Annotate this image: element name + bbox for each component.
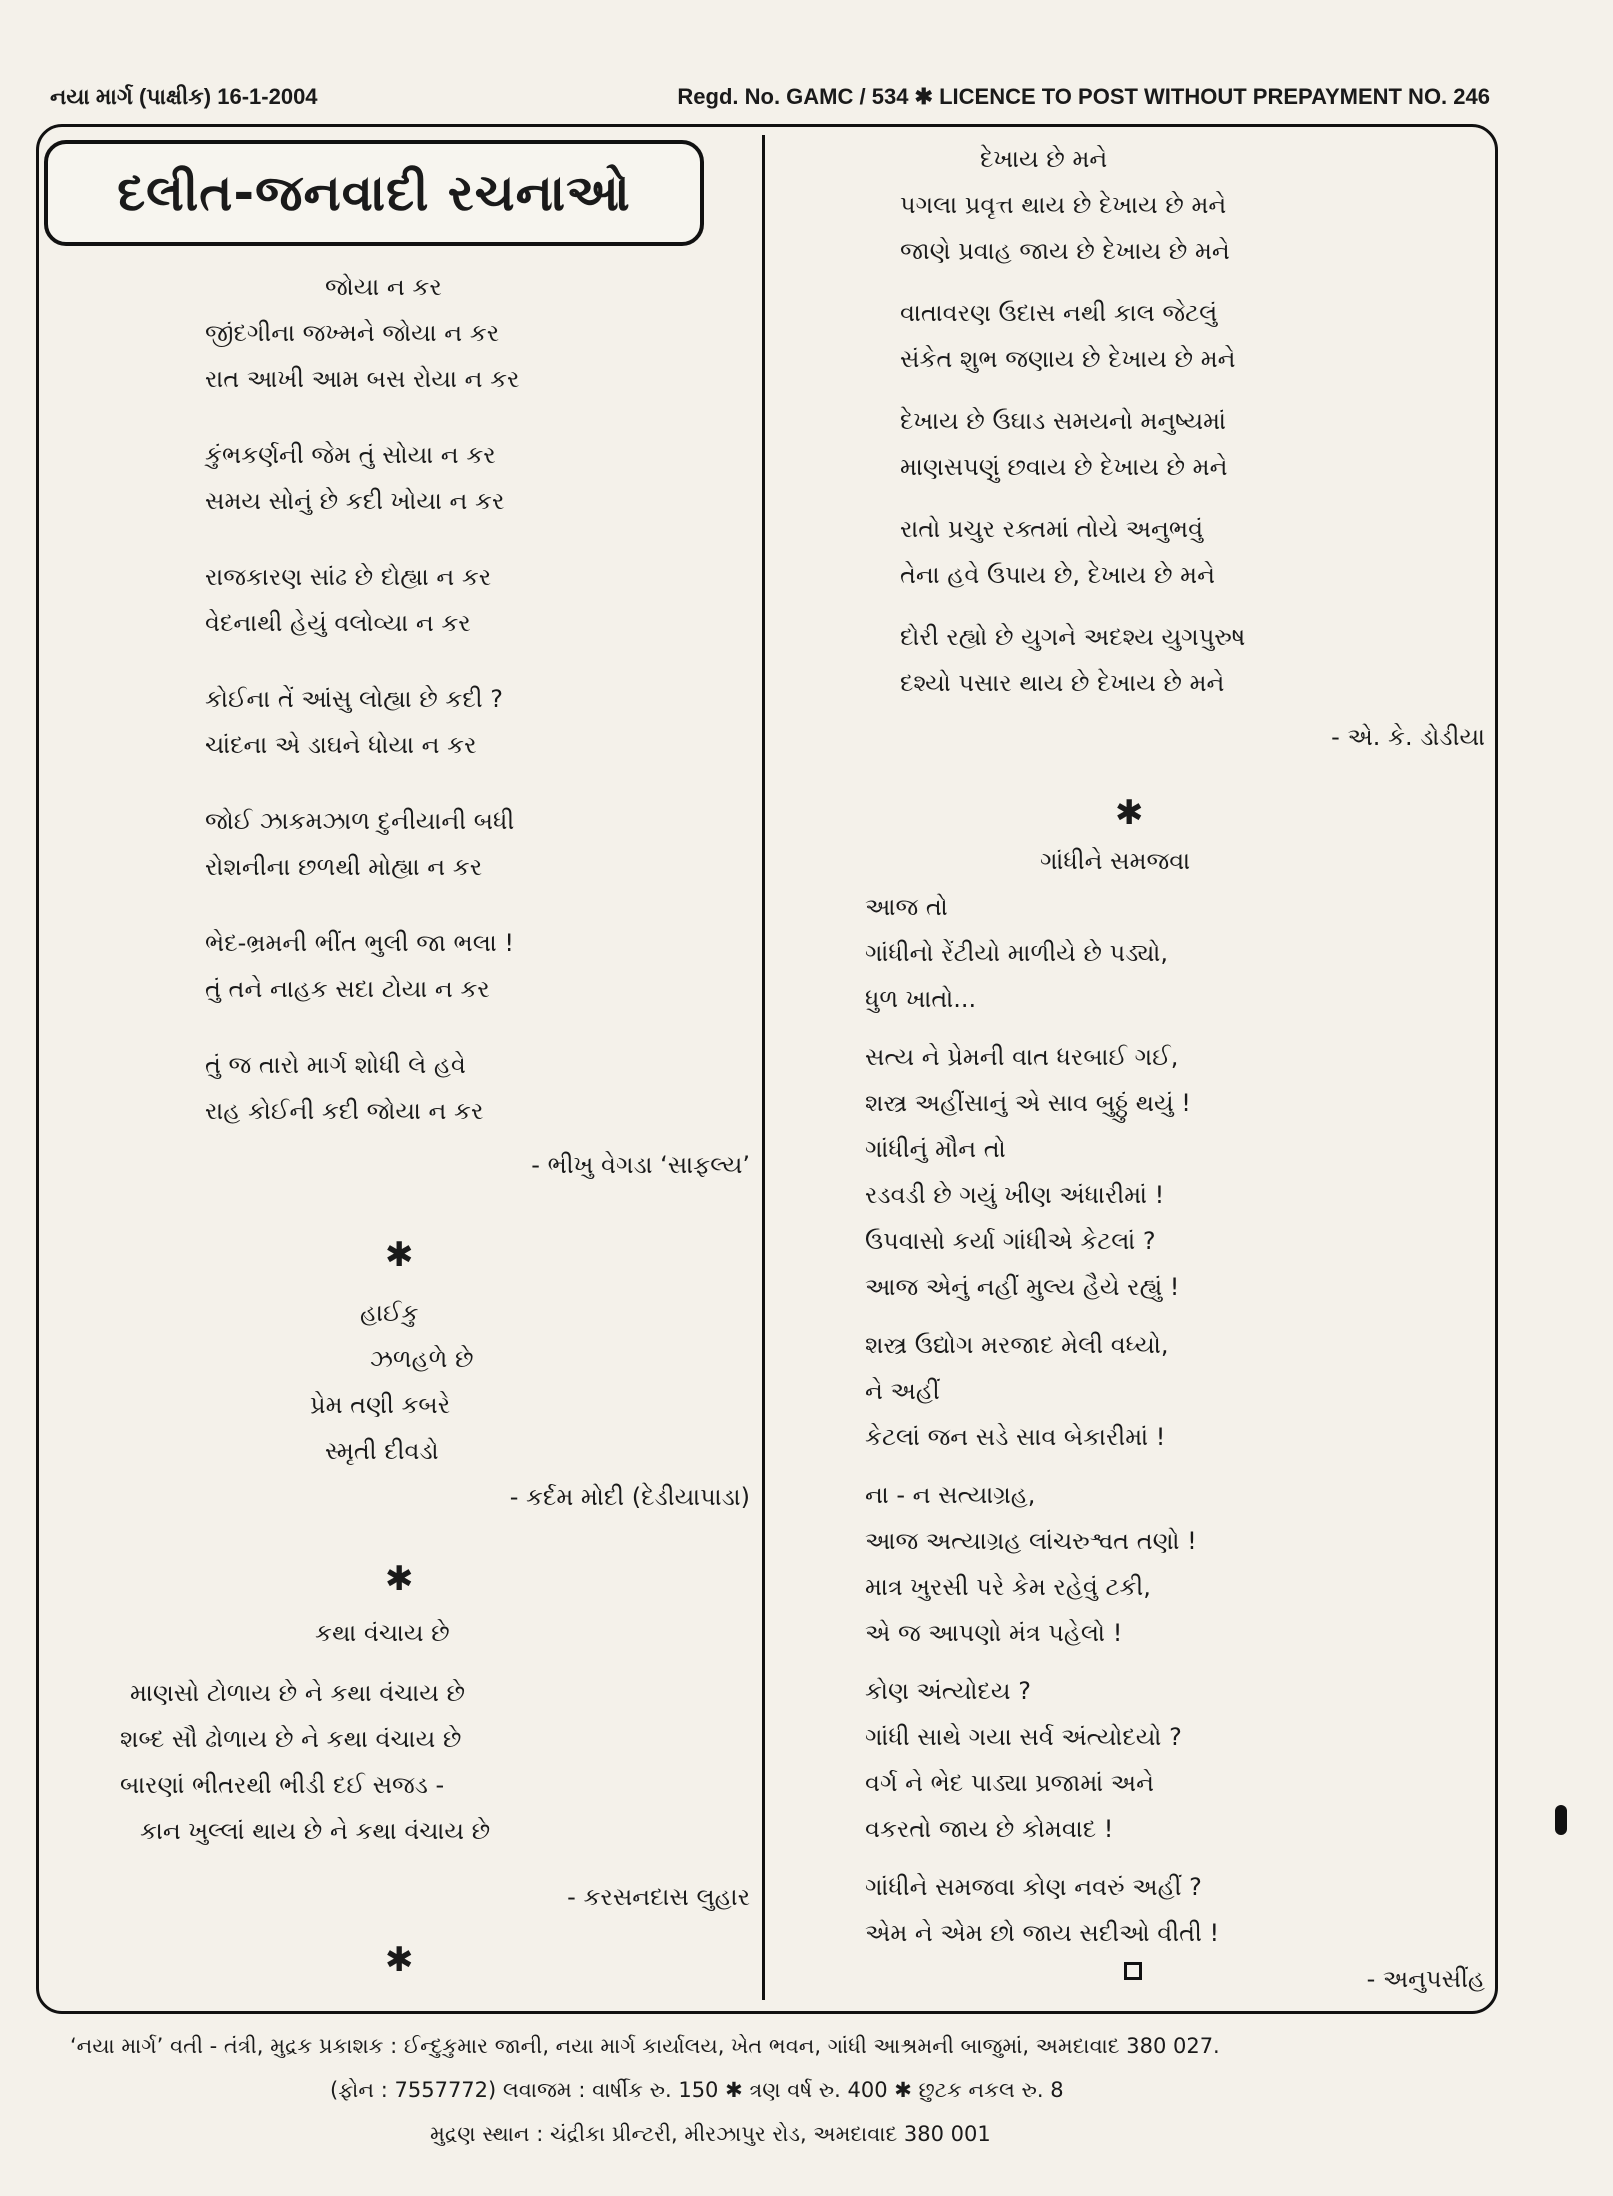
poem-line: ના - ન સત્યાગ્રહ, [865, 1481, 1036, 1509]
footer-subscription: (ફોન : 7557772) લવાજમ : વાર્ષીક રુ. 150 ✱ ત્રણ વર્ષ રુ. 400 ✱ છુટક નકલ રુ. 8 [330, 2078, 1064, 2102]
poem-line: શસ્ત્ર અહીંસાનું એ સાવ બુઠ્ઠું થયું ! [865, 1089, 1191, 1117]
poem-title: ગાંધીને સમજવા [1040, 847, 1191, 875]
poem-line: એમ ને એમ છો જાય સદીઓ વીતી ! [865, 1919, 1220, 1947]
poem-line: વાતાવરણ ઉદાસ નથી કાલ જેટલું [900, 299, 1218, 327]
poem-line: ઉપવાસો કર્યા ગાંધીએ કેટલાં ? [865, 1227, 1156, 1255]
poem-joya-na-kar [205, 264, 750, 1188]
poem-line: ગાંધીનો રેંટીયો માળીયે છે પડ્યો, [865, 939, 1169, 967]
stanza-gap [120, 1656, 750, 1670]
poem-line: શબ્દ સૌ ઢોળાય છે ને કથા વંચાય છે [120, 1725, 462, 1753]
poem-line: રડવડી છે ગયું ખીણ અંધારીમાં ! [865, 1181, 1165, 1209]
poem-line: રાત આખી આમ બસ રોયા ન કર [205, 365, 520, 393]
separator-star: ✱ [385, 1559, 414, 1599]
separator-star: ✱ [1115, 793, 1144, 833]
poem-line: વકરતો જાય છે કોમવાદ ! [865, 1815, 1114, 1843]
poem-line: ગાંધીનું મૌન તો [865, 1135, 1006, 1163]
poem-line: આજ તો [865, 893, 948, 921]
poem-gandhine-samajva [865, 838, 1485, 2002]
separator-star: ✱ [385, 1940, 414, 1980]
poem-line: સત્ય ને પ્રેમની વાત ધરબાઈ ગઈ, [865, 1043, 1179, 1071]
stanza-gap [865, 1852, 1485, 1864]
column-divider [762, 135, 765, 2000]
header-issue: નયા માર્ગ (પાક્ષીક) 16-1-2004 [50, 84, 318, 109]
stanza-gap [865, 1460, 1485, 1472]
poem-title: કથા વંચાય છે [315, 1619, 450, 1647]
poem-line: ગાંધી સાથે ગયા સર્વ અંત્યોદયો ? [865, 1723, 1182, 1751]
poem-line: પગલા પ્રવૃત્ત થાય છે દેખાય છે મને [900, 191, 1227, 219]
poem-line: જોઈ ઝાકમઝાળ દુનીયાની બધી [205, 807, 515, 835]
poem-line: રાતો પ્રચુર રક્તમાં તોયે અનુભવું [900, 515, 1204, 543]
poem-katha-vanchay-chhe [120, 1610, 750, 1920]
separator-star: ✱ [385, 1235, 414, 1275]
poem-line: કુંભકર્ણની જેમ તું સોયા ન કર [205, 441, 496, 469]
stanza-gap [900, 490, 1485, 506]
footer-publisher: ‘નયા માર્ગ’ વતી - તંત્રી, મુદ્રક પ્રકાશક : ઈન્દુકુમાર જાની, નયા માર્ગ કાર્યાલય, ખેત ભવન, ગાંધી આશ્રમની બાજુમાં, અમદાવાદ 380 027. [70, 2034, 1220, 2058]
poem-line: સ્મૃતી દીવડો [325, 1437, 439, 1465]
poem-line: કોઈના તેં આંસુ લોહ્યા છે કદી ? [205, 685, 504, 713]
stanza-gap [865, 1656, 1485, 1668]
poem-line: તેના હવે ઉપાય છે, દેખાય છે મને [900, 561, 1215, 589]
poem-line: આજ અત્યાગ્રહ લાંચરુશ્વત તણો ! [865, 1527, 1197, 1555]
stanza-gap [120, 1854, 750, 1874]
poem-haiku [210, 1290, 750, 1520]
stanza-gap [865, 1310, 1485, 1322]
poem-title: દેખાય છે મને [980, 145, 1108, 173]
poem-line: આજ એનું નહીં મુલ્ય હૈયે રહ્યું ! [865, 1273, 1180, 1301]
margin-mark [1555, 1805, 1567, 1835]
stanza-gap [900, 382, 1485, 398]
stanza-gap [900, 274, 1485, 290]
stanza-gap [205, 890, 750, 920]
poem-line: રાહ કોઈની કદી જોયા ન કર [205, 1097, 484, 1125]
poem-author: - અનુપસીંહ [1366, 1965, 1485, 1993]
poem-line: ભેદ-ભ્રમની ભીંત ભુલી જા ભલા ! [205, 929, 515, 957]
poem-title: જોયા ન કર [325, 273, 442, 301]
poem-line: શસ્ત્ર ઉદ્યોગ મરજાદ મેલી વધ્યો, [865, 1331, 1169, 1359]
page-header [50, 80, 1490, 120]
poem-line: જીંદગીના જખ્મને જોયા ન કર [205, 319, 500, 347]
poem-line: વર્ગ ને ભેદ પાડ્યા પ્રજામાં અને [865, 1769, 1154, 1797]
poem-line: માણસો ટોળાય છે ને કથા વંચાય છે [130, 1679, 466, 1707]
stanza-gap [205, 524, 750, 554]
poem-line: માણસપણું છવાય છે દેખાય છે મને [900, 453, 1228, 481]
imprint-footer [40, 2024, 1520, 2156]
poem-line: વેદનાથી હેયું વલોવ્યા ન કર [205, 609, 471, 637]
poem-line: સંકેત શુભ જણાય છે દેખાય છે મને [900, 345, 1236, 373]
poem-line: રોશનીના છળથી મોહ્યા ન કર [205, 853, 483, 881]
poem-line: એ જ આપણો મંત્ર પહેલો ! [865, 1619, 1123, 1647]
poem-line: પ્રેમ તણી કબરે [310, 1391, 451, 1419]
end-mark [1124, 1962, 1142, 1980]
section-title: દલીત-જનવાદી રચનાઓ [117, 163, 631, 222]
poem-line: રાજકારણ સાંઢ છે દોહ્યા ન કર [205, 563, 492, 591]
stanza-gap [205, 402, 750, 432]
header-licence: Regd. No. GAMC / 534 ✱ LICENCE TO POST WITHOUT PREPAYMENT NO. 246 [677, 84, 1490, 109]
poem-line: ગાંધીને સમજવા કોણ નવરું અહીં ? [865, 1873, 1202, 1901]
poem-title: હાઈકુ [360, 1299, 419, 1327]
poem-author: - કર્દમ મોદી (દેડીયાપાડા) [509, 1483, 750, 1511]
poem-line: બારણાં ભીતરથી ભીડી દઈ સજડ - [120, 1771, 445, 1799]
stanza-gap [205, 768, 750, 798]
poem-line: કાન ખુલ્લાં થાય છે ને કથા વંચાય છે [140, 1817, 491, 1845]
poem-line: સમય સોનું છે કદી ખોયા ન કર [205, 487, 505, 515]
poem-line: માત્ર ખુરસી પરે કેમ રહેવું ટકી, [865, 1573, 1151, 1601]
stanza-gap [205, 1012, 750, 1042]
poem-author: - એ. કે. ડોડીયા [1331, 723, 1485, 751]
footer-printer: મુદ્રણ સ્થાન : ચંદ્રીકા પ્રીન્ટરી, મીરઝાપુર રોડ, અમદાવાદ 380 001 [430, 2122, 991, 2146]
poem-line: દેખાય છે ઉઘાડ સમયનો મનુષ્યમાં [900, 407, 1227, 435]
stanza-gap [900, 598, 1485, 614]
stanza-gap [205, 646, 750, 676]
poem-line: કેટલાં જન સડે સાવ બેકારીમાં ! [865, 1423, 1166, 1451]
poem-line: ઝળહળે છે [370, 1345, 474, 1373]
poem-line: દોરી રહ્યો છે યુગને અદશ્ય યુગપુરુષ [900, 623, 1246, 651]
section-title-box [44, 140, 704, 246]
poem-line: ધુળ ખાતો... [865, 985, 977, 1013]
poem-line: તું તને નાહક સદા ટોયા ન કર [205, 975, 490, 1003]
poem-author: - ભીખુ વેગડા ‘સાફલ્ય’ [531, 1151, 750, 1179]
poem-line: ને અહીં [865, 1377, 940, 1405]
poem-line: દશ્યો પસાર થાય છે દેખાય છે મને [900, 669, 1225, 697]
stanza-gap [865, 1022, 1485, 1034]
poem-line: જાણે પ્રવાહ જાય છે દેખાય છે મને [900, 237, 1230, 265]
poem-author: - કરસનદાસ લુહાર [567, 1883, 750, 1911]
poem-line: કોણ અંત્યોદય ? [865, 1677, 1031, 1705]
poem-line: ચાંદના એ ડાઘને ધોયા ન કર [205, 731, 477, 759]
poem-dekhay-chhe-mane [900, 136, 1485, 760]
poem-line: તું જ તારો માર્ગ શોધી લે હવે [205, 1051, 466, 1079]
